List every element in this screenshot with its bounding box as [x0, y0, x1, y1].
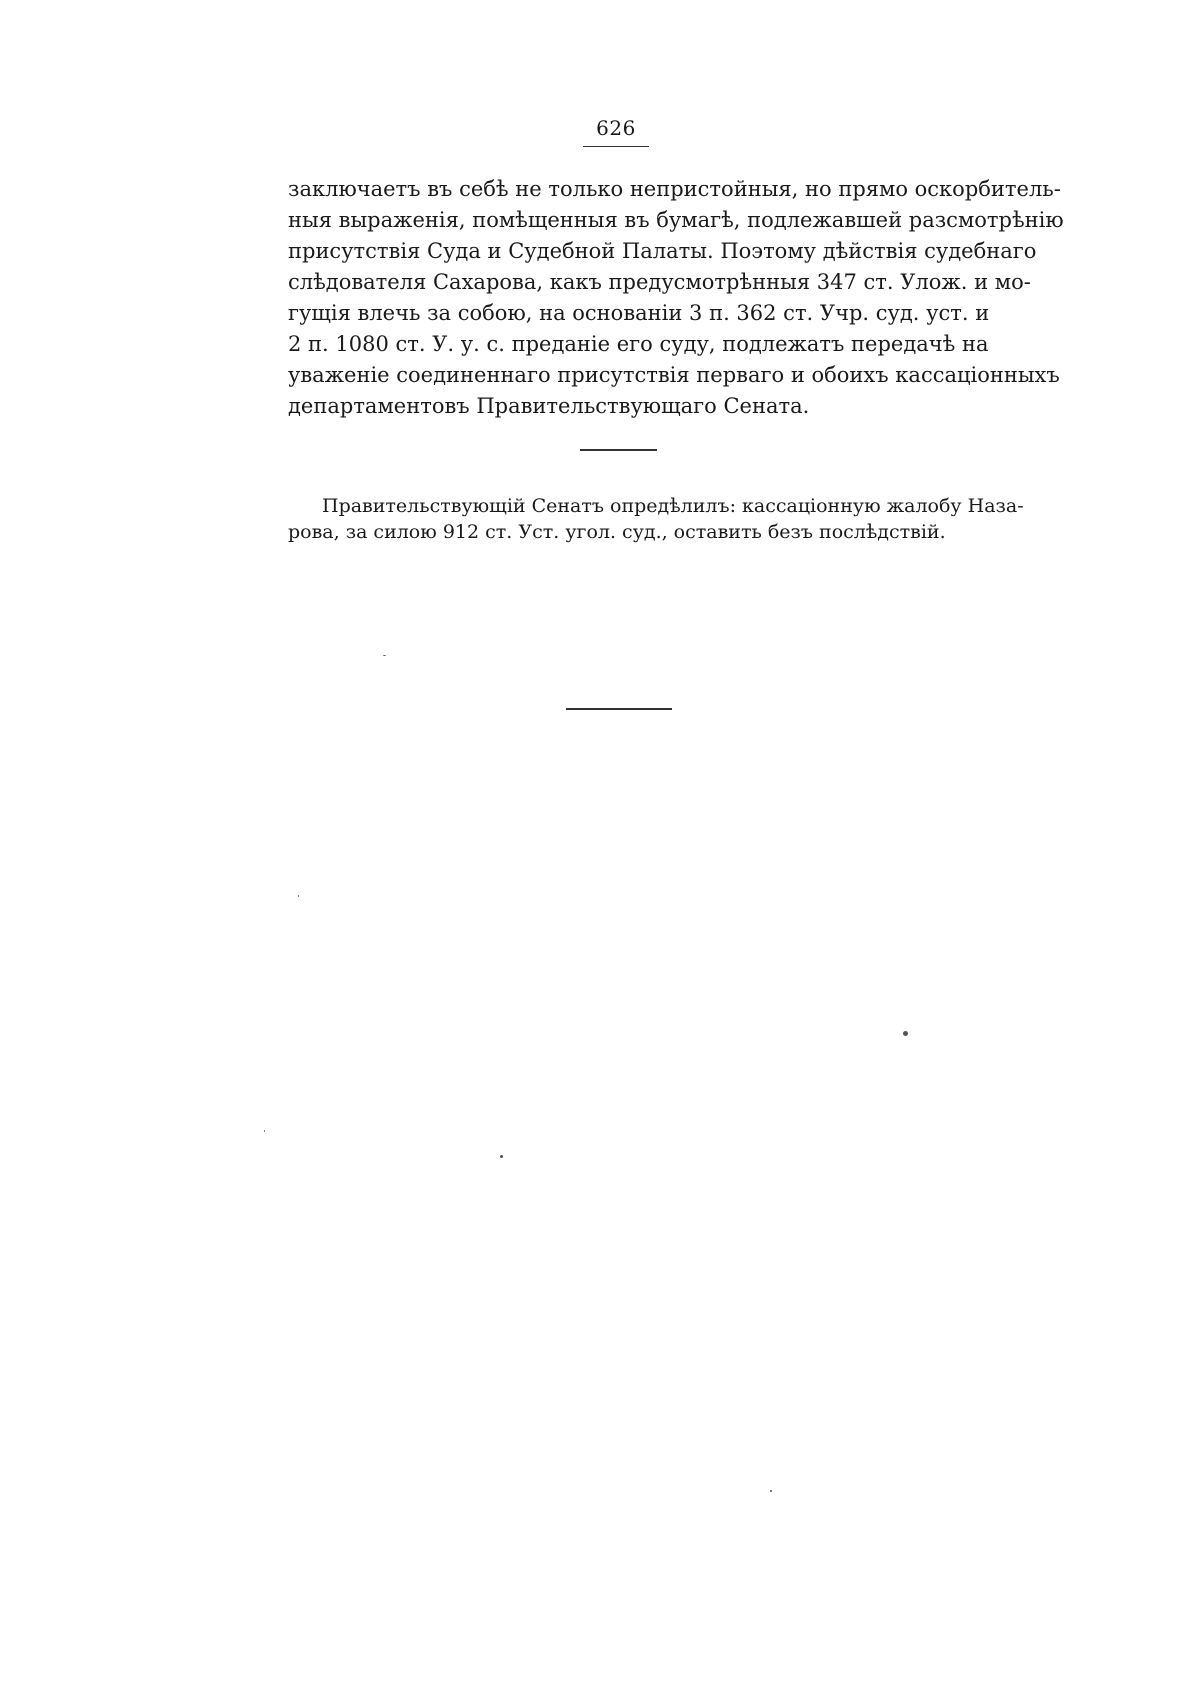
main-line: 2 п. 1080 ст. У. у. с. преданіе его суду, подлежатъ передачѣ на — [288, 332, 989, 356]
section-divider — [580, 449, 657, 451]
page-number: 626 — [596, 116, 636, 140]
main-line: уваженіе соединеннаго присутствія перваго и обоихъ кассаціонныхъ — [288, 363, 1060, 387]
scan-speck — [298, 895, 299, 897]
scan-speck — [903, 1031, 908, 1036]
main-line: департаментовъ Правительствующаго Сената. — [288, 394, 810, 418]
main-line: присутствія Суда и Судебной Палаты. Поэтому дѣйствія судебнаго — [288, 239, 1037, 263]
scan-speck — [264, 1130, 265, 1132]
page-number-underline — [583, 146, 649, 147]
resolution-line: Правительствующій Сенатъ опредѣлилъ: кассаціонную жалобу Наза- — [322, 495, 1024, 517]
scan-speck — [500, 1155, 503, 1158]
main-line: гущія влечь за собою, на основаніи 3 п. 362 ст. Учр. суд. уст. и — [288, 301, 990, 325]
scan-speck — [770, 1490, 772, 1492]
main-paragraph — [288, 174, 1064, 422]
main-line: заключаетъ въ себѣ не только непристойныя, но прямо оскорбитель- — [288, 177, 1061, 201]
scan-speck — [383, 655, 386, 656]
main-line: слѣдователя Сахарова, какъ предусмотрѣнныя 347 ст. Улож. и мо- — [288, 270, 1031, 294]
senate-resolution — [288, 493, 1024, 545]
main-line: ныя выраженія, помѣщенныя въ бумагѣ, подлежавшей разсмотрѣнію — [288, 208, 1064, 232]
end-divider — [566, 708, 672, 710]
resolution-line: рова, за силою 912 ст. Уст. угол. суд., оставить безъ послѣдствій. — [288, 521, 946, 543]
